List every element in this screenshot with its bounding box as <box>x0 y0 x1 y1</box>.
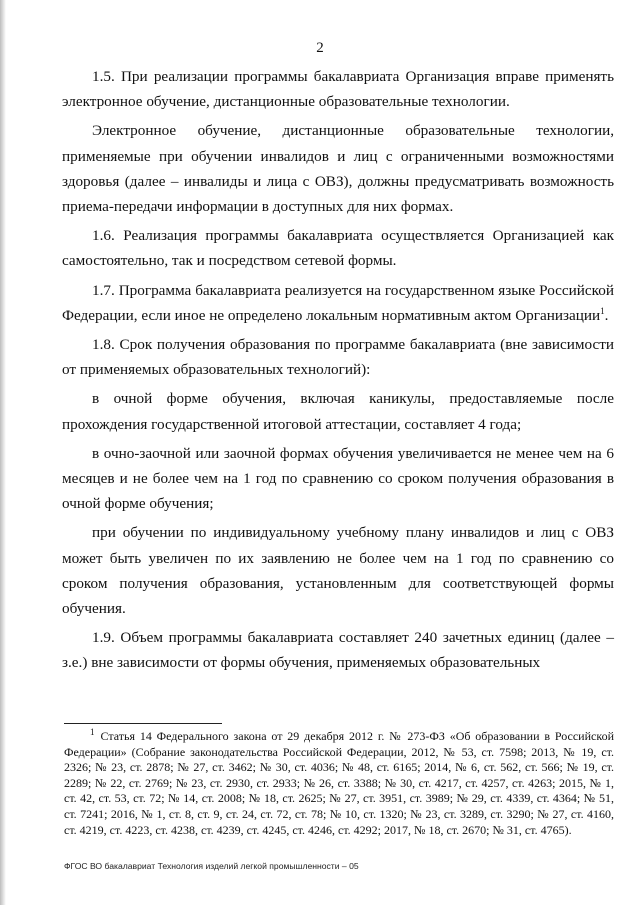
paragraph-1-7-tail: . <box>604 306 609 324</box>
footnote <box>64 729 614 838</box>
footnote-reference[interactable]: 1 <box>600 305 605 316</box>
paragraph-1-8-part-time: в очно-заочной или заочной формах обучения увеличивается не менее чем на 6 месяцев и не более чем на 1 год по сравнению со сроком получения образования в очной форме обучения; <box>62 444 614 513</box>
paragraph-1-7 <box>62 278 614 328</box>
paragraph-1-7-text: 1.7. Программа бакалавриата реализуется на государственном языке Российской Федерации, если иное не определено локальным нормативным актом Организации <box>62 281 614 324</box>
paragraph-1-9: 1.9. Объем программы бакалавриата составляет 240 зачетных единиц (далее – з.е.) вне зависимости от формы обучения, применяемых образовательных <box>62 629 614 672</box>
paragraph-1-8-full-time: в очной форме обучения, включая каникулы, предоставляемые после прохождения государственной итоговой аттестации, составляет 4 года; <box>62 390 614 433</box>
paragraph-1-8-individual-plan: при обучении по индивидуальному учебному плану инвалидов и лиц с ОВЗ может быть увеличен по их заявлению не более чем на 1 год по сравнению со сроком получения образования, установленным для соответствующей формы обучения. <box>62 524 614 618</box>
footnote-divider <box>64 723 222 724</box>
page-footer: ФГОС ВО бакалавриат Технология изделий легкой промышленности – 05 <box>64 861 359 871</box>
footnote-text: Статья 14 Федерального закона от 29 декабря 2012 г. № 273-ФЗ «Об образовании в Российской Федерации» (Собрание законодательства Российской Федерации, 2012, № 53, ст. 7598; 2013, № 19, ст. 2326; № 23, ст. 2878; № 27, ст. 3462; № 30, ст. 4036; № 48, ст. 6165; 2014, № 6, ст. 562, ст. 566; № 19, ст. 2289; № 22, ст. 2769; № 23, ст. 2930, ст. 2933; № 26, ст. 3388; № 30, ст. 4217, ст. 4257, ст. 4263; 2015, № 1, ст. 42, ст. 53, ст. 72; № 14, ст. 2008; № 18, ст. 2625; № 27, ст. 3951, ст. 3989; № 29, ст. 4339, ст. 4364; № 51, ст. 7241; 2016, № 1, ст. 8, ст. 9, ст. 24, ст. 72, ст. 78; № 10, ст. 1320; № 23, ст. 3289, ст. 3290; № 27, ст. 4160, ст. 4219, ст. 4223, ст. 4238, ст. 4239, ст. 4245, ст. 4246, ст. 4292; 2017, № 18, ст. 2670; № 31, ст. 4765). <box>64 729 614 837</box>
paragraph-1-8: 1.8. Срок получения образования по программе бакалавриата (вне зависимости от применяемых образовательных технологий): <box>62 336 614 379</box>
footnote-mark: 1 <box>90 727 95 737</box>
page-number: 2 <box>316 40 324 56</box>
document-body <box>62 64 614 676</box>
paragraph-1-6: 1.6. Реализация программы бакалавриата осуществляется Организацией как самостоятельно, так и посредством сетевой формы. <box>62 227 614 270</box>
paragraph-1-5-continued: Электронное обучение, дистанционные образовательные технологии, применяемые при обучении инвалидов и лиц с ограниченными возможностями здоровья (далее – инвалиды и лица с ОВЗ), должны предусматривать возможность приема-передачи информации в доступных для них формах. <box>62 122 614 216</box>
scan-edge-shadow <box>0 0 6 905</box>
paragraph-1-5: 1.5. При реализации программы бакалавриата Организация вправе применять электронное обучение, дистанционные образовательные технологии. <box>62 68 614 111</box>
